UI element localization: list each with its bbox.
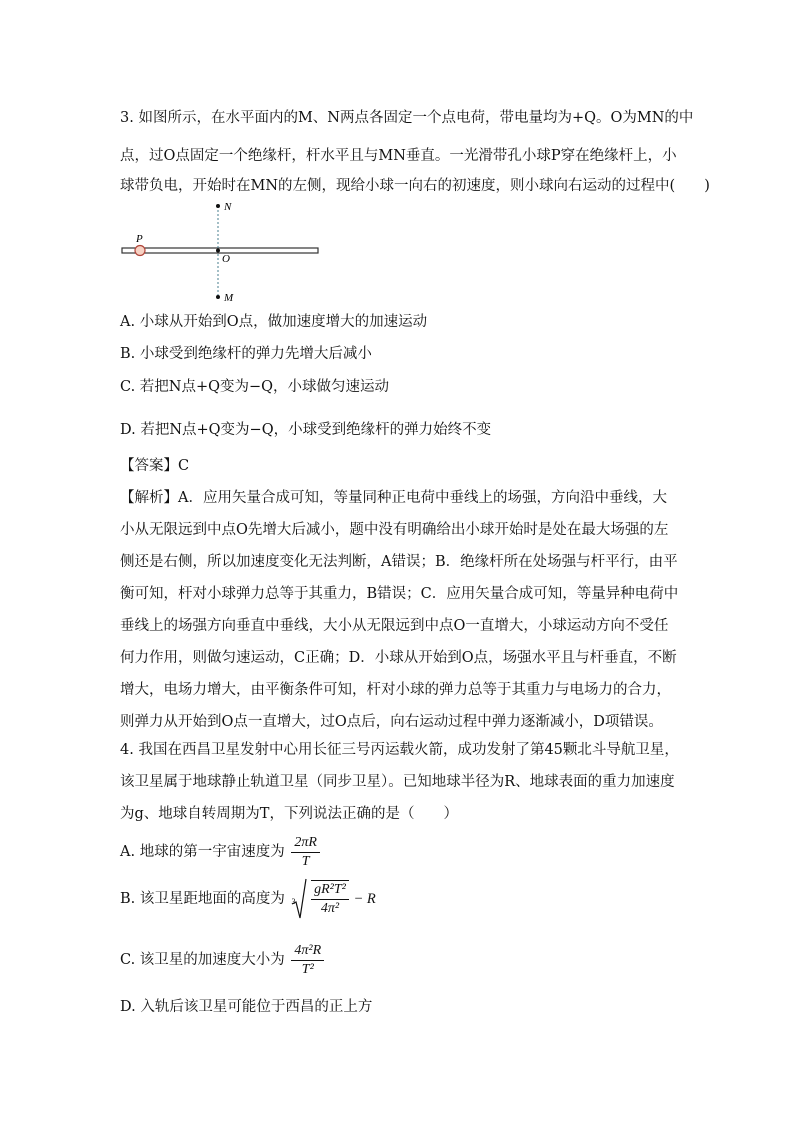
- label-p: P: [136, 233, 143, 245]
- q3-option-c: C. 若把N点+Q变为−Q，小球做匀速运动: [120, 379, 390, 395]
- root-index: 3: [291, 897, 296, 906]
- fraction-denominator: T: [301, 853, 310, 869]
- fraction-denominator: T²: [301, 961, 314, 977]
- q4-option-a-text: A. 地球的第一宇宙速度为: [120, 844, 285, 860]
- label-m: M: [224, 292, 234, 304]
- ball-p: [135, 246, 145, 256]
- q3-option-a: A. 小球从开始到O点，做加速度增大的加速运动: [120, 314, 428, 330]
- fraction-numerator: 2πR: [291, 834, 320, 853]
- q3-diagram: [120, 200, 330, 305]
- label-n: N: [224, 201, 232, 213]
- cube-root-expression: [291, 878, 348, 920]
- point-n: [216, 204, 220, 208]
- q4-option-b-text: B. 该卫星距地面的高度为: [120, 891, 285, 907]
- q4-option-b-fraction: [311, 880, 349, 918]
- q3-stem-line-2: 点，过O点固定一个绝缘杆，杆水平且与MN垂直。一光滑带孔小球P穿在绝缘杆上，小: [120, 148, 677, 164]
- point-o: [216, 249, 220, 253]
- q4-option-b-tail: − R: [353, 891, 376, 907]
- fraction-numerator: 4π²R: [291, 942, 324, 961]
- q4-option-b: [120, 878, 376, 920]
- label-o: O: [222, 253, 230, 265]
- q3-option-b: B. 小球受到绝缘杆的弹力先增大后减小: [120, 346, 372, 362]
- q4-option-c-text: C. 该卫星的加速度大小为: [120, 952, 285, 968]
- fraction-numerator: gR²T²: [311, 881, 349, 900]
- q3-answer: 【答案】C: [120, 458, 190, 474]
- q3-analysis: 【解析】A．应用矢量合成可知，等量同种正电荷中垂线上的场强，方向沿中垂线，大小从无限远到中点O先增大后减小，题中没有明确给出小球开始时是处在最大场强的左侧还是右侧，所以加速度变化无法判断，A错误；B．绝缘杆所在处场强与杆平行，由平衡可知，杆对小球弹力总等于其重力，B错误；C．应用矢量合成可知，等量异种电荷中垂线上的场强方向垂直中垂线，大小从无限远到中点O一直增大，小球运动方向不受任何力作用，则做匀速运动，C正确；D．小球从开始到O点，场强水平且与杆垂直，不断增大，电场力增大，由平衡条件可知，杆对小球的弹力总等于其重力与电场力的合力，则弹力从开始到O点一直增大，过O点后，向右运动过程中弹力逐渐减小，D项错误。: [120, 490, 679, 730]
- q4-option-d: D. 入轨后该卫星可能位于西昌的正上方: [120, 999, 373, 1015]
- q3-stem-line-3: 球带负电，开始时在MN的左侧，现给小球一向右的初速度，则小球向右运动的过程中( ): [120, 178, 710, 194]
- q4-option-c: [120, 940, 324, 980]
- q4-option-a: [120, 832, 320, 872]
- q4-option-a-fraction: [291, 834, 320, 871]
- q3-option-d: D. 若把N点+Q变为−Q，小球受到绝缘杆的弹力始终不变: [120, 422, 492, 438]
- q4-option-c-fraction: [291, 942, 324, 979]
- fraction-denominator: 4π²: [320, 901, 340, 916]
- q4-stem: 4. 我国在西昌卫星发射中心用长征三号丙运载火箭，成功发射了第45颗北斗导航卫星，该卫星属于地球静止轨道卫星（同步卫星）。已知地球半径为R、地球表面的重力加速度为g、地球自转周期为T，下列说法正确的是（ ）: [120, 742, 679, 822]
- point-m: [216, 295, 220, 299]
- q3-stem-line-1: 3. 如图所示，在水平面内的M、N两点各固定一个点电荷，带电量均为+Q。O为MN的中: [120, 110, 694, 126]
